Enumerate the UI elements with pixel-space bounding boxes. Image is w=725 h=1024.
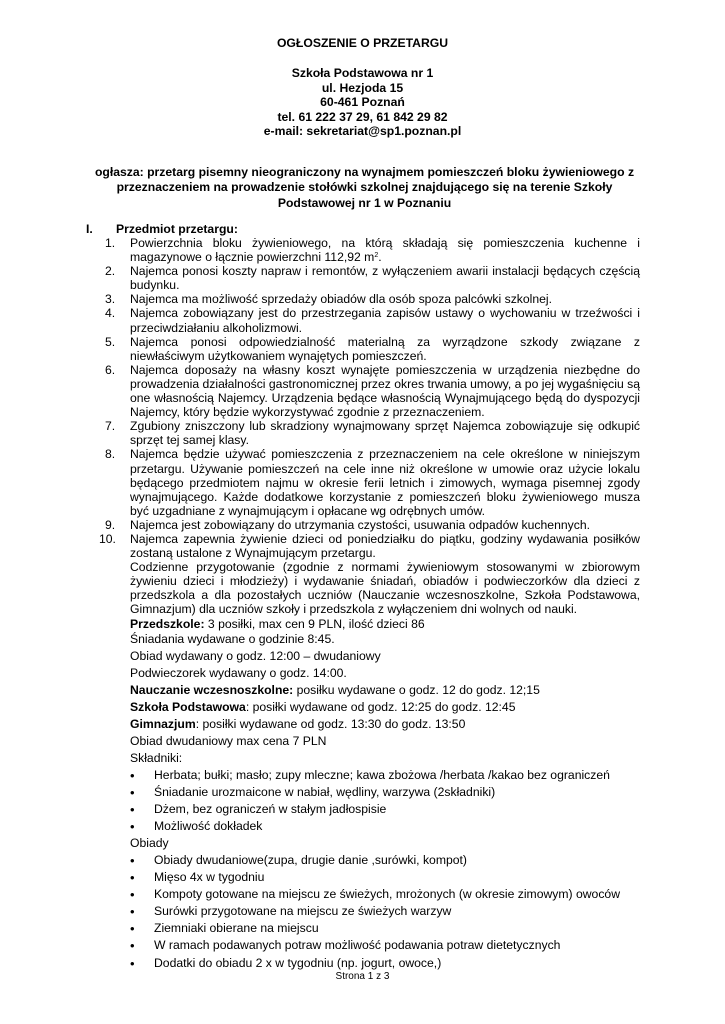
list-item: • Obiady dwudaniowe(zupa, drugie danie ,surówki, kompot) (130, 852, 640, 869)
item-number: 10. (99, 531, 116, 546)
szkola-label: Szkoła Podstawowa (130, 699, 246, 714)
list-item (88, 532, 640, 972)
section-title: Przedmiot przetargu: (116, 222, 238, 236)
item-number: 5. (105, 334, 116, 349)
intro-line: przeznaczeniem na prowadzenie stołówki szkolnej znajdującego się na terenie Szkoły (116, 180, 613, 195)
item-text: Najemca będzie używać pomieszczenia z przeznaczeniem na cele określone w niniejszym przetargu. Używanie pomieszczeń na cele inne niż określone w umowie oraz użycie lokalu będącego przedmiotem najmu w okresie ferii letnich i zimowych, wymaga pisemnej zgody wynajmującego. Każde dodatkowe korzystanie z pomieszczeń bloku żywieniowego musza być uzgadniane z wynajmującym i opłacane wg odrębnych umów. (130, 447, 640, 518)
list-item (88, 306, 640, 334)
list-item: • Mięso 4x w tygodniu (130, 869, 640, 886)
obiady-label: Obiady (130, 836, 169, 850)
section-heading (86, 222, 238, 236)
skladniki-label: Składniki: (130, 750, 183, 765)
obiad-cena-line: Obiad dwudaniowy max cena 7 PLN (130, 733, 327, 748)
nauczanie-label: Nauczanie wczesnoszkolne: (130, 682, 294, 697)
item-text: Powierzchnia bloku żywieniowego, na którą składają się pomieszczenia kuchenne i magazynowe o łącznie powierzchni 112,92 m (130, 236, 640, 265)
podwieczorek-line: Podwieczorek wydawany o godz. 14:00. (130, 665, 347, 680)
list-item: • W ramach podawanych potraw możliwość podawania potraw dietetycznych (130, 937, 640, 954)
item-text: . (378, 250, 382, 265)
superscript: 2 (374, 252, 379, 260)
list-item (88, 292, 640, 306)
school-name: Szkoła Podstawowa nr 1 (291, 66, 434, 80)
item-text: Najemca jest zobowiązany do utrzymania czystości, usuwania odpadów kuchennych. (130, 517, 590, 532)
item-number: 4. (105, 306, 116, 321)
item-text: Najemca ma możliwość sprzedaży obiadów dla osób spoza palcówki szkolnej. (130, 292, 553, 307)
skladniki-list (130, 767, 640, 835)
intro-line: ogłasza: przetarg pisemny nieograniczony na wynajmem pomieszczeń bloku żywieniowego z (94, 165, 635, 179)
school-city: 60-461 Poznań (320, 95, 405, 110)
list-item: • Surówki przygotowane na miejscu ze świeżych warzyw (130, 903, 640, 920)
list-item: • Śniadanie urozmaicone w nabiał, wędliny, warzywa (2składniki) (130, 784, 640, 801)
item-text: Najemca zobowiązany jest do przestrzegania zapisów ustawy o wychowaniu w trzeźwości i przeciwdziałaniu alkoholizmowi. (130, 306, 640, 335)
section-number: I. (86, 222, 93, 236)
list-item (88, 518, 640, 532)
list-item: • Możliwość dokładek (130, 818, 640, 835)
school-address-block (0, 66, 725, 139)
list-item: • Dżem, bez ograniczeń w stałym jadłospisie (130, 801, 640, 818)
list-item (88, 363, 640, 419)
page-number: Strona 1 z 3 (335, 971, 390, 982)
szkola-line (130, 699, 640, 716)
item-number: 6. (105, 362, 116, 377)
szkola-text: : posiłki wydawane od godz. 12:25 do godz. 12:45 (245, 699, 516, 714)
item-number: 3. (105, 292, 116, 307)
school-email: e-mail: sekretariat@sp1.poznan.pl (263, 124, 462, 139)
list-item: • Kompoty gotowane na miejscu ze świeżych, mrożonych (w okresie zimowym) owoców (130, 886, 640, 903)
list-item: • Herbata; bułki; masło; zupy mleczne; kawa zbożowa /herbata /kakao bez ograniczeń (130, 767, 640, 784)
sniadania-line: Śniadania wydawane o godzinie 8:45. (130, 631, 335, 646)
item-text: Najemca ponosi koszty napraw i remontów, z wyłączeniem awarii instalacji będących częścią budynku. (130, 264, 640, 293)
school-street: ul. Hezjoda 15 (321, 80, 404, 95)
item-number: 1. (105, 236, 116, 250)
nauczanie-text: posiłku wydawane o godz. 12 do godz. 12;15 (293, 682, 540, 697)
przedszkole-label: Przedszkole: (130, 616, 205, 631)
nauczanie-line (130, 682, 640, 699)
list-item: • Ziemniaki obierane na miejscu (130, 920, 640, 937)
list-item (88, 236, 640, 264)
list-item: • Dodatki do obiadu 2 x w tygodniu (np. jogurt, owoce,) (130, 955, 640, 972)
list-item (88, 335, 640, 363)
item-text: Zgubiony zniszczony lub skradziony wynajmowany sprzęt Najemca zobowiązuje się odkupić sprzęt tej samej klasy. (130, 419, 640, 448)
announcement-intro (82, 165, 647, 211)
gimnazjum-text: : posiłki wydawane od godz. 13:30 do godz. 13:50 (195, 716, 466, 731)
intro-line: Podstawowej nr 1 w Poznaniu (277, 195, 452, 210)
item-text: Najemca ponosi odpowiedzialność materialną za wyrządzone szkody związane z niewłaściwym użytkowaniem wynajętych pomieszczeń. (130, 334, 640, 363)
obiad-line: Obiad wydawany o godz. 12:00 – dwudaniowy (130, 648, 381, 663)
item-text: Najemca zapewnia żywienie dzieci od poniedziałku do piątku, godziny wydawania posiłków zostaną ustalone z Wynajmującym przetargu. (130, 531, 640, 561)
item-text: Najemca doposaży na własny koszt wynajęte pomieszczenia w urządzenia niezbędne do prowadzenia działalności gastronomicznej przez okres trwania umowy, a po jej wygaśnięciu są one własnością Najemcy. Urządzenia będące własnością Wynajmującego będą do dyspozycji Najemcy, który będzie wykorzystywać zgodnie z przeznaczeniem. (130, 362, 640, 420)
item-number: 2. (105, 264, 116, 279)
gimnazjum-line (130, 716, 640, 733)
gimnazjum-label: Gimnazjum (130, 716, 196, 731)
list-item (88, 447, 640, 517)
obiady-list (130, 852, 640, 972)
document-title: OGŁOSZENIE O PRZETARGU (276, 36, 449, 50)
przedszkole-text: 3 posiłki, max cen 9 PLN, ilość dzieci 86 (204, 616, 425, 631)
school-phone: tel. 61 222 37 29, 61 842 29 82 (277, 109, 448, 124)
catering-paragraph: Codzienne przygotowanie (zgodnie z normami żywieniowym stosowanymi w zbiorowym żywieniu dzieci i młodzieży) i wydawanie śniadań, obiadów i podwieczorków dla dzieci z przedszkola a dla pozostałych uczniów (Nauczanie wczesnoszkolne, Szkoła Podstawowa, Gimnazjum) dla uczniów szkoły i przedszkola z wyłączeniem dni wolnych od nauki. (130, 560, 640, 617)
list-item (88, 419, 640, 447)
item-number: 8. (105, 447, 116, 462)
list-item (88, 264, 640, 292)
item-number: 9. (105, 517, 116, 532)
przedszkole-line (130, 617, 640, 631)
item-number: 7. (105, 419, 116, 434)
subject-items-list (88, 236, 640, 972)
